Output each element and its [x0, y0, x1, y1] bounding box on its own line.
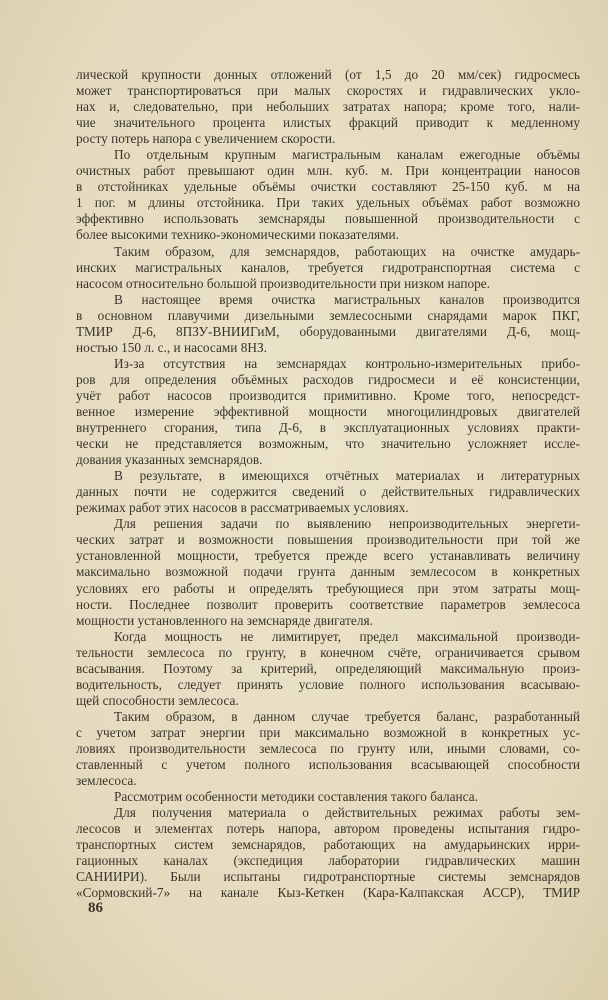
- text-line: эффективно использовать земснаряды повышенной производительности с: [76, 211, 580, 227]
- text-line: более высокими технико-экономическими показателями.: [76, 227, 399, 243]
- text-line: Когда мощность не лимитирует, предел максимальной производи-: [114, 628, 580, 644]
- text-line: чие значительного процента илистых фракций приводит к медленному: [76, 115, 580, 131]
- text-line: Для решения задачи по выявлению непроизводительных энергети-: [114, 516, 580, 532]
- paragraph: [76, 629, 580, 709]
- paragraph: [76, 516, 580, 628]
- page-number: 86: [88, 900, 103, 916]
- paragraph: [76, 244, 580, 292]
- text-line: транспортных систем земснарядов, работающих на амударьинских ирри-: [76, 837, 580, 853]
- text-line: лесосов и элементах потерь напора, автором проведены испытания гидро-: [76, 821, 580, 837]
- paragraph: [76, 709, 580, 789]
- text-line: лической крупности донных отложений (от 1,5 до 20 мм/сек) гидросмесь: [76, 67, 580, 82]
- text-line: ставленный с учетом полного использования всасывающей способности: [76, 757, 580, 773]
- text-line: В настоящее время очистка магистральных каналов производится: [114, 291, 580, 307]
- text-line: венное измерение эффективной мощности многоцилиндровых двигателей: [76, 403, 580, 419]
- text-line: ностью 150 л. с., и насосами 8НЗ.: [76, 339, 267, 355]
- text-line: нах и, следовательно, при небольших затратах напора; кроме того, нали-: [76, 99, 580, 115]
- text-line: «Сормовский-7» на канале Кыз-Кеткен (Кара-Калпакская АССР), ТМИР: [76, 885, 580, 901]
- text-line: ловиях производительности землесоса по грунту или, иными словами, со-: [76, 740, 580, 756]
- text-line: ности. Последнее позволит проверить соответствие параметров землесоса: [76, 596, 580, 612]
- text-line: росту потерь напора с увеличением скорости.: [76, 131, 336, 147]
- text-line: инских магистральных каналов, требуется гидротранспортная система с: [76, 259, 580, 275]
- text-line: ТМИР Д-6, 8ПЗУ-ВНИИГиМ, оборудованными двигателями Д-6, мощ-: [76, 323, 580, 339]
- text-line: щей способности землесоса.: [76, 692, 239, 708]
- paragraph: [76, 147, 580, 243]
- text-line: Таким образом, в данном случае требуется баланс, разработанный: [114, 708, 580, 724]
- text-line: землесоса.: [76, 773, 137, 789]
- paragraph: [76, 67, 580, 147]
- text-line: Из-за отсутствия на земснарядах контрольно-измерительных прибо-: [114, 355, 580, 371]
- text-line: установленной мощности, требуется прежде всего устанавливать величину: [76, 548, 580, 564]
- text-line: внутреннего сгорания, типа Д-6, в эксплуатационных условиях практи-: [76, 420, 580, 436]
- paragraph: [76, 292, 580, 356]
- text-line: Таким образом, для земснарядов, работающих на очистке амударь-: [114, 243, 580, 259]
- text-line: условиях его работы и определять требующиеся при этом затраты мощ-: [76, 580, 580, 596]
- text-line: ров для определения объёмных расходов гидросмеси и её консистенции,: [76, 371, 580, 387]
- text-line: в отстойниках удельные объёмы очистки составляют 25-150 куб. м на: [76, 179, 580, 195]
- text-line: По отдельным крупным магистральным каналам ежегодные объёмы: [114, 147, 580, 163]
- paragraph: [76, 789, 580, 805]
- text-line: дования указанных земснарядов.: [76, 452, 263, 468]
- text-line: учёт работ насосов производится примитивно. Кроме того, непосредст-: [76, 387, 580, 403]
- text-line: всасывания. Поэтому за критерий, определяющий максимальную произ-: [76, 660, 580, 676]
- text-line: данных почти не содержится сведений о действительных гидравлических: [76, 484, 580, 500]
- text-line: очистных работ превышают один млн. куб. м. При концентрации наносов: [76, 163, 580, 179]
- text-line: 1 пог. м длины отстойника. При таких удельных объёмах работ возможно: [76, 195, 580, 211]
- paragraph: [76, 468, 580, 516]
- text-line: Для получения материала о действительных режимах работы зем-: [114, 805, 580, 821]
- text-line: чески не представляется возможным, что значительно усложняет иссле-: [76, 436, 580, 452]
- text-line: в основном плавучими дизельными землесосными снарядами марок ПКГ,: [76, 307, 580, 323]
- text-line: максимально возможной подачи грунта данным землесосом в конкретных: [76, 564, 580, 580]
- text-line: с учетом затрат энергии при максимально возможной в конкретных ус-: [76, 724, 580, 740]
- text-line: мощности установленного на земснаряде двигателя.: [76, 612, 373, 628]
- text-line: тельности землесоса по грунту, в конечном счёте, ограничивается срывом: [76, 644, 580, 660]
- paragraph: [76, 805, 580, 901]
- text-line: САНИИРИ). Были испытаны гидротранспортные системы земснарядов: [76, 869, 580, 885]
- text-line: ческих затрат и возможности повышения производительности при той же: [76, 532, 580, 548]
- text-line: водительность, следует принять условие полного использования всасываю-: [76, 676, 580, 692]
- paragraph: [76, 356, 580, 468]
- text-line: режимах работ этих насосов в рассматриваемых условиях.: [76, 500, 409, 516]
- text-line: может транспортироваться при малых скоростях и гидравлических укло-: [76, 83, 580, 99]
- text-line: В результате, в имеющихся отчётных материалах и литературных: [114, 468, 580, 484]
- text-line: гационных каналах (экспедиция лаборатории гидравлических машин: [76, 853, 580, 869]
- text-line: насосом относительно большой производительности при низком напоре.: [76, 275, 490, 291]
- body-text: [76, 67, 580, 901]
- text-line: Рассмотрим особенности методики составления такого баланса.: [114, 789, 478, 805]
